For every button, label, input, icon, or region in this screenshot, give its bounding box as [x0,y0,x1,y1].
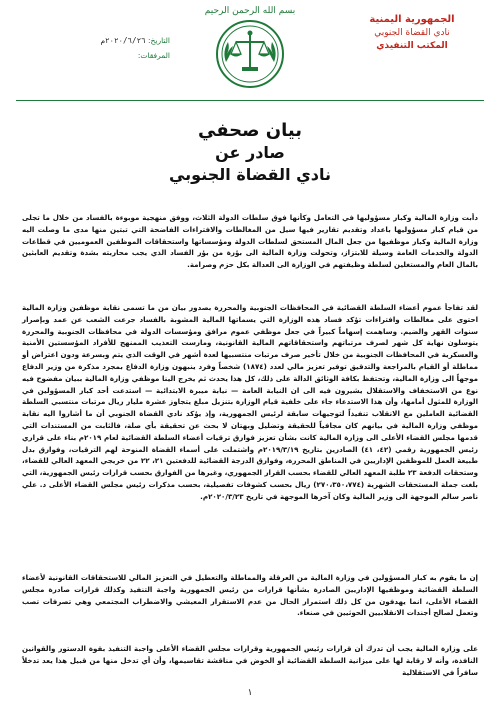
letterhead-left [20,36,170,66]
header-divider [16,100,484,101]
paragraph-1: دأبت وزارة المالية وكبار مسؤوليها في التعامل وكأنها فوق سلطات الدولة الثلاث، ووفق منهجية موبوءة بالفساد من خلال ما تجلى من قيام كبار مسؤوليها باعداد وتقديم تقارير فيها سيل من المغالطات والافتراءات الفاضحة التي تبتين منها مدى ما وصلت اليه وزارة المالية وكبار موظفيها من جعل المال المستحق لسلطات الدولة ومؤسساتها واستحقاقات الموظفين العموميين في قطاعات الدولة والخدمات العامة وسيلة للابتزاز، وتحولت وزارة المالية الى بؤرة من بؤر الفساد الذي يجب محاربته بشدة وتقديم العابثين بالمال العام والمستغلين لسلطة وظيفتهم في الوزارة الى العدالة بكل حزم وصرامة. [22,213,478,270]
page-number: ١ [247,688,253,698]
date-label: التاريخ: [148,36,170,45]
letterhead-right [342,14,482,51]
paragraph-3: إن ما يقوم به كبار المسؤولين في وزارة المالية من العرقلة والمماطلة والتعطيل في التعزيز المالي للاستحقاقات القانونية لأعضاء السلطة القضائية وموظفيها الإداريين الصادرة بشأنها قرارات من رئيس الجمهورية واجبة التنفيذ وكذلك قرارات صادرة مجلس القضاء الأعلى، انما يهدفون من كل ذلك استمرار الحال من عدم الاستقرار المعيشي والاضطراب المجتمعي وهي تصرفات تصب وتعمل لصالح أجندات الانقلابيين الحوثيين في صنعاء. [22,573,478,618]
date-value: ٢٠٢٠/٦/٢٦م [100,36,146,45]
country-name: الجمهورية اليمنية [369,14,455,25]
title-issued-by: صادر عن [215,143,285,162]
club-name: نادي القضاة الجنوبي [374,28,450,38]
attachments-row [20,51,170,60]
office-name: المكتب التنفيذي [376,41,448,51]
title-club-name: نادي القضاة الجنوبي [168,165,332,184]
paragraph-2: لقد تفاجأ عموم أعضاء السلطة القضائية في المحافظات الجنوبية والمحررة بصدور بيان من ما تسمى نقابة موظفين وزارة المالية احتوى على مغالطات وافتراءات تؤكد فساد هذه الوزارة التي يسماتها المالية المشوبة بالفساد جرعت الشعب عن عمد وبإصرار سنوات القهر والضيم. وساهمت إسهاماً كبيراً في جعل موظفي عموم مرافق ومؤسسات الدولة في محافظات الجنوبية والمحررة يتوسلون نهاية كل شهر لصرف مرتباتهم واستحقاقاتهم المالية القانونية، ومارست التعذيب الممنهج للأفراد المؤسستين الأمنية والعسكرية في المحافظات الجنوبية من خلال تأخير صرف مرتبات منتسبيها لعدة أشهر في الوقت الذي يتم وبسرعة ودون اعتراض أو مماطلة أو القيام بالمراجعة والتدقيق توفير تعزيز مالي لعدد (١٨٧٤) شخصاً وفرد ينبهون وزارة الدفاع بمجرد مذكرة من وزير الدفاع موجهاً الى وزارة المالية، وتحتفظ بكافة الوثائق الدالة على ذلك، كل هذا يحدث ثم يخرج الينا موظفي وزارة المالية ببيان مفضوح فيه نوع من الاستخفاف والاستقلال يشيرون فيه الى ان النيابة العامة — نيابة ميبرة الابتدائية — استدعت أحد كبار المسؤولين في الوزارة للمثول أمامها، وأن هذا الاستدعاء جاء على خلفية قيام الوزارة بتنزيل مبلغ يتجاوز عشرة مليار ريال مرتبات منتسبي السلطة القضائية العاملين مع الانقلاب تنفيذاً لتوجيهات سابقة لرئيس الجمهورية، وإذ يؤكد نادي القضاة الجنوبي أن ما أشاروا اليه نقابة موظفي وزارة المالية في بيانهم كان مجافياً للحقيقة وتضليل وبهتان لا بحث عن تحقيقة بأي صلة، فالثابت من المستندات التي قدمها مجلس القضاء الأعلى الى وزارة المالية كانت بشأن تعزيز فوارق ترقيات أعضاء السلطة القضائية لعام ٢٠١٩م بناء على قراري رئيس الجمهورية رقمي (٤٢، ٤١) الصادرين بتاريخ ٢٠١٩/٣/١٩م واشتملت على أسماء القضاة المنوحة لهم الترقيات، وفوارق بدل طبيعة العمل للموظفين الإداريين في المناطق المحررة، وفوارق الدرجة القضائية للدفعتين ٢١، ٢٢ من خريجي المعهد العالي للقضاء، وستحقات الدفعة ٢٣ طلبة المعهد العالي للقضاء بحسب القرار الجمهوري، وغيرها من الفوارق بحسب قرارات رئيس الجمهورية، التي بلغت جملة المستحقات الشهرية (٢٧٠،٣٥٠،٧٧٤) ريال بحسب كشوفات تفصيلية، بحسب مذكرات رئيس مجلس القضاء الأعلى د. علي ناصر سالم الموجهة الى وزير المالية وكان آخرها الموجهة في تاريخ ٢٠٢٠/٣/٢٣م. [22,303,479,501]
date-row [20,36,170,45]
title-press-statement: بيان صحفي [197,120,303,141]
scales-of-justice-emblem-icon [214,18,286,90]
basmala: بسم الله الرحمن الرحيم [204,6,296,16]
attachments-label: المرفقات: [137,51,170,60]
paragraph-4: على وزارة المالية يجب أن تدرك أن قرارات رئيس الجمهورية وقرارات مجلس القضاء الأعلى واجبة التنفيذ بقوة الدستور والقوانين النافذة، وأنه لا رقابة لها على ميزانية السلطة القضائية أو الخوض في مناقشة تقاسيمها، وأن أي تدخل منها من قبيل هذا يعد تدخلاً سافراً في الاستقلالية [22,644,478,677]
